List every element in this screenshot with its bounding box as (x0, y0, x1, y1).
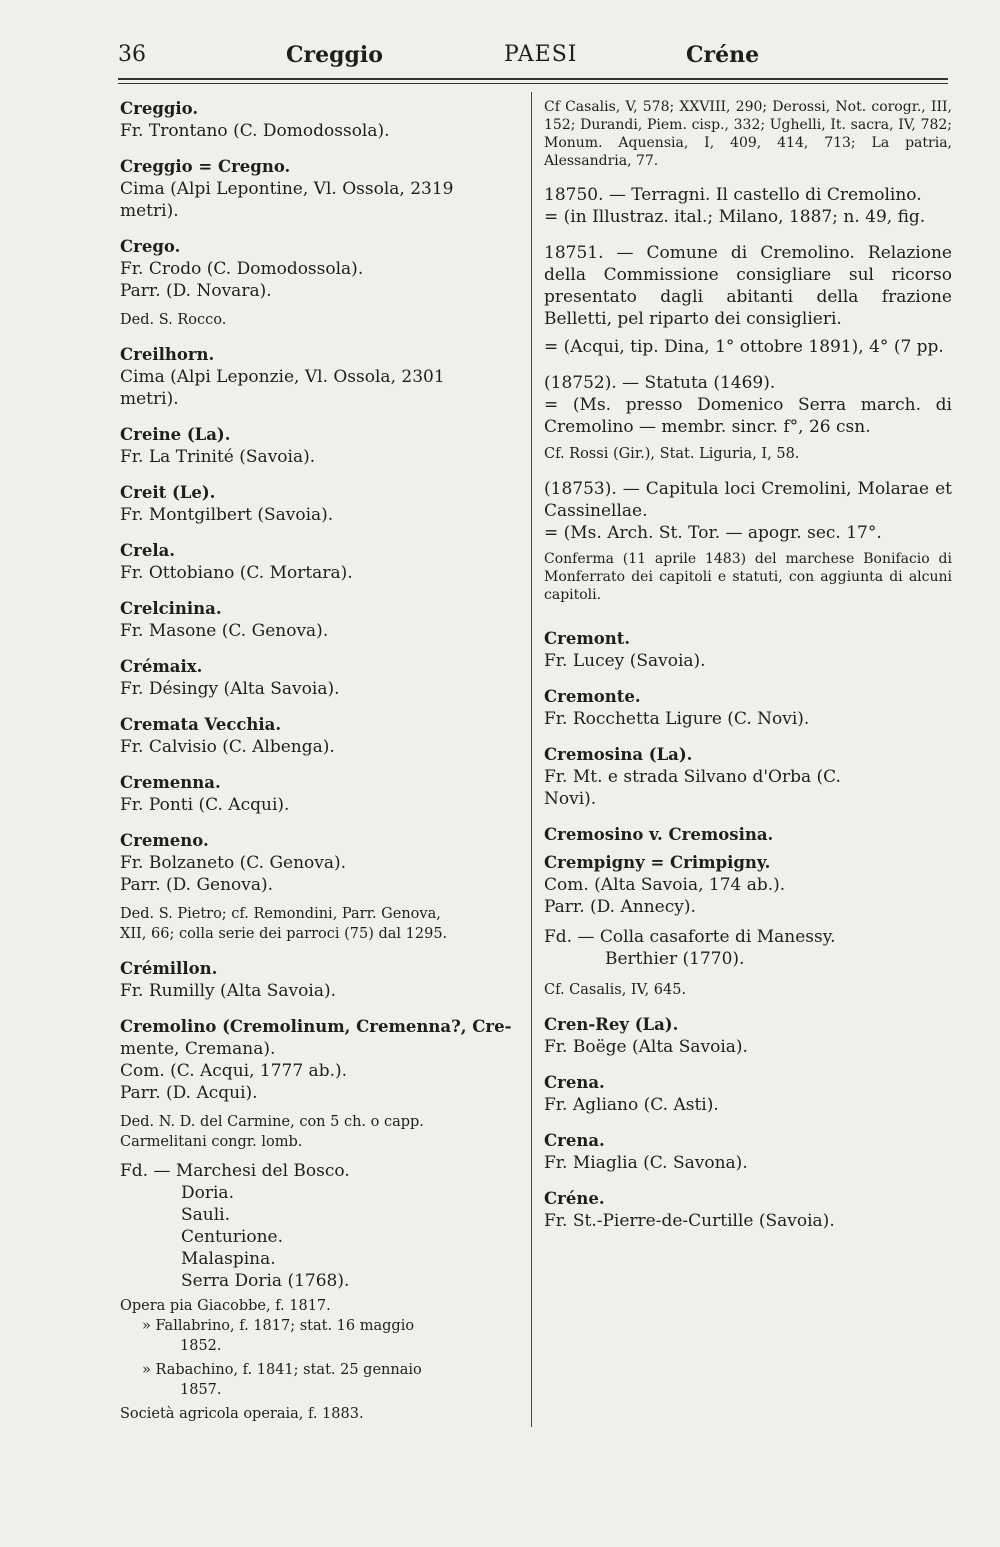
entry (544, 1072, 952, 1116)
entry-line: Fr. Rumilly (Alta Savoia). (120, 981, 336, 1001)
entry-line: Com. (Alta Savoia, 174 ab.). (544, 875, 786, 895)
entry-line: Novi). (544, 789, 597, 809)
fd-name: Centurione. (181, 1227, 284, 1247)
entry (544, 1188, 952, 1232)
entry (544, 744, 952, 810)
bib-publication: = (Ms. presso Domenico Serra march. di Cremolino — membr. sincr. f°, 26 csn. (544, 395, 952, 437)
entry-heading: Creine (La). (120, 425, 231, 444)
fd-label: Fd. — Colla casaforte di Manessy. (544, 927, 836, 947)
entry (544, 1130, 952, 1174)
entry-note: Ded. S. Rocco. (120, 312, 227, 328)
entry (544, 686, 952, 730)
entry (544, 824, 952, 846)
bib-note: Conferma (11 aprile 1483) del marchese Bonifacio di Monferrato dei capitoli e statuti, con aggiunta di alcuni capitoli. (544, 551, 952, 603)
entry-heading: Cremenna. (120, 773, 221, 792)
entry-line: Fr. Montgilbert (Savoia). (120, 505, 334, 525)
header-rule-thin (118, 83, 948, 84)
bib-item (544, 372, 952, 464)
fd-name: Sauli. (181, 1205, 231, 1225)
entry (120, 656, 522, 700)
entry-line: Fr. Ponti (C. Acqui). (120, 795, 290, 815)
column-divider (531, 92, 532, 1427)
entry-heading: Crelcinina. (120, 599, 222, 618)
header-rule (118, 78, 948, 80)
entry-line: Fr. Trontano (C. Domodossola). (120, 121, 390, 141)
charity-line: » Fallabrino, f. 1817; stat. 16 maggio (142, 1318, 415, 1334)
charities-list (120, 1296, 522, 1424)
bib-publication: = (Ms. Arch. St. Tor. — apogr. sec. 17°. (544, 523, 882, 543)
entry-heading: Creggio = Cregno. (120, 157, 291, 176)
entry-line: Fr. Crodo (C. Domodossola). (120, 259, 364, 279)
entry-line: Fr. Lucey (Savoia). (544, 651, 706, 671)
page-number: 36 (118, 42, 146, 67)
entry-heading: Cren-Rey (La). (544, 1015, 679, 1034)
entry-note: XII, 66; colla serie dei parroci (75) dal 1295. (120, 926, 448, 942)
entry-line: Fr. Ottobiano (C. Mortara). (120, 563, 353, 583)
foundations-list (120, 1160, 522, 1292)
entry (544, 628, 952, 672)
bib-title: 18751. — Comune di Cremolino. Relazione della Commissione consigliare sul ricorso presentato dagli abitanti della frazione Belletti, pel riparto dei consiglieri. (544, 243, 952, 329)
bib-note: Cf. Rossi (Gir.), Stat. Liguria, I, 58. (544, 446, 800, 462)
entry-note: Carmelitani congr. lomb. (120, 1134, 303, 1150)
bib-title: (18753). — Capitula loci Cremolini, Molarae et Cassinellae. (544, 479, 952, 521)
entry-line: Parr. (D. Annecy). (544, 897, 696, 917)
entry-line: Fr. Boëge (Alta Savoia). (544, 1037, 748, 1057)
bib-item (544, 478, 952, 604)
left-column (120, 98, 522, 1438)
entry (120, 598, 522, 642)
bib-publication: = (Acqui, tip. Dina, 1° ottobre 1891), 4° (7 pp. (544, 337, 944, 357)
entry-line: mente, Cremana). (120, 1039, 276, 1059)
entry (120, 772, 522, 816)
bib-publication: = (in Illustraz. ital.; Milano, 1887; n. 49, fig. (544, 207, 926, 227)
entry-heading: Crego. (120, 237, 181, 256)
entry-line: Fr. Mt. e strada Silvano d'Orba (C. (544, 767, 841, 787)
entry-line: Fr. St.-Pierre-de-Curtille (Savoia). (544, 1211, 835, 1231)
entry-heading: Crena. (544, 1073, 605, 1092)
entry-line: Parr. (D. Acqui). (120, 1083, 258, 1103)
entry-line: Fr. Rocchetta Ligure (C. Novi). (544, 709, 810, 729)
entry-line: Fr. Miaglia (C. Savona). (544, 1153, 748, 1173)
entry-heading: Cremolino (Cremolinum, Cremenna?, Cre- (120, 1017, 512, 1036)
bib-item (544, 184, 952, 228)
entry (120, 98, 522, 142)
entry (544, 852, 952, 918)
entry-line: Cima (Alpi Lepontine, Vl. Ossola, 2319 (120, 179, 454, 199)
entry-heading: Cremosina (La). (544, 745, 693, 764)
fd-name: Doria. (181, 1183, 234, 1203)
entry (120, 156, 522, 222)
header-right-word: Créne (686, 42, 760, 68)
bib-note (544, 980, 952, 1000)
entry-heading: Crela. (120, 541, 176, 560)
entry-line: metri). (120, 201, 179, 221)
entry (120, 236, 522, 330)
entry-line: Parr. (D. Novara). (120, 281, 272, 301)
entry-line: Com. (C. Acqui, 1777 ab.). (120, 1061, 348, 1081)
charity-line: Opera pia Giacobbe, f. 1817. (120, 1298, 331, 1314)
entry (120, 830, 522, 944)
entry (120, 540, 522, 584)
entry (120, 714, 522, 758)
entry-heading: Crémaix. (120, 657, 203, 676)
entry-note: Ded. S. Pietro; cf. Remondini, Parr. Genova, (120, 906, 441, 922)
entry-line: Cima (Alpi Leponzie, Vl. Ossola, 2301 (120, 367, 445, 387)
header-left-word: Creggio (286, 42, 383, 68)
entry-heading: Cremata Vecchia. (120, 715, 282, 734)
bib-title: (18752). — Statuta (1469). (544, 373, 776, 393)
entry-heading: Cremeno. (120, 831, 209, 850)
entry-heading: Creit (Le). (120, 483, 216, 502)
entry-line: Fr. Agliano (C. Asti). (544, 1095, 719, 1115)
entry (120, 482, 522, 526)
entry (120, 958, 522, 1002)
bib-item (544, 242, 952, 358)
entry-heading: Créne. (544, 1189, 605, 1208)
fd-label: Fd. — Marchesi del Bosco. (120, 1161, 350, 1181)
entry-heading: Cremonte. (544, 687, 641, 706)
entry-heading: Cremosino v. Cremosina. (544, 825, 774, 844)
cf-citation: Cf. Casalis, IV, 645. (544, 982, 687, 998)
entry-note: Ded. N. D. del Carmine, con 5 ch. o capp. (120, 1114, 424, 1130)
entry (120, 344, 522, 410)
entry-heading: Creilhorn. (120, 345, 215, 364)
entry-heading: Crena. (544, 1131, 605, 1150)
entry-heading: Crémillon. (120, 959, 218, 978)
charity-line: » Rabachino, f. 1841; stat. 25 gennaio (142, 1362, 422, 1378)
entry-line: Fr. Bolzaneto (C. Genova). (120, 853, 347, 873)
right-column (544, 98, 952, 1246)
foundations-list (544, 926, 952, 970)
entry-heading: Creggio. (120, 99, 199, 118)
entry (120, 1016, 522, 1152)
charity-line: Società agricola operaia, f. 1883. (120, 1406, 364, 1422)
bibliography-note (544, 98, 952, 170)
entry-line: metri). (120, 389, 179, 409)
entry-line: Parr. (D. Genova). (120, 875, 274, 895)
fd-name: Serra Doria (1768). (181, 1271, 350, 1291)
entry (544, 1014, 952, 1058)
bib-title: 18750. — Terragni. Il castello di Cremolino. (544, 185, 922, 205)
entry-line: Fr. La Trinité (Savoia). (120, 447, 316, 467)
entry-line: Fr. Masone (C. Genova). (120, 621, 329, 641)
fd-name: Berthier (1770). (605, 949, 745, 969)
entry-heading: Cremont. (544, 629, 631, 648)
entry-heading: Crempigny = Crimpigny. (544, 853, 771, 872)
entry (120, 424, 522, 468)
charity-line: 1852. (180, 1338, 222, 1354)
entry-line: Fr. Désingy (Alta Savoia). (120, 679, 340, 699)
charity-line: 1857. (180, 1382, 222, 1398)
cf-citation: Cf Casalis, V, 578; XXVIII, 290; Derossi, Not. corogr., III, 152; Durandi, Piem. cisp., 332; Ughelli, It. sacra, IV, 782; Monum. Aquensia, I, 409, 414, 713; La patria, Alessandria, 77. (544, 99, 952, 169)
fd-name: Malaspina. (181, 1249, 276, 1269)
header-center-word: PAESI (504, 42, 578, 67)
entry-line: Fr. Calvisio (C. Albenga). (120, 737, 335, 757)
running-header (118, 42, 948, 74)
